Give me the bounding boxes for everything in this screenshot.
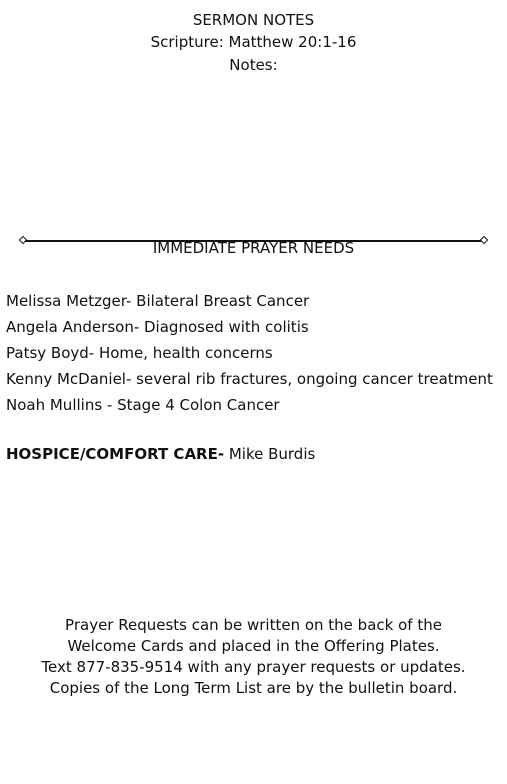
hospice-line	[6, 443, 315, 465]
footer-line: Copies of the Long Term List are by the bulletin board.	[49, 679, 458, 697]
prayer-item: Patsy Boyd- Home, health concerns	[6, 344, 273, 362]
prayer-needs-heading: IMMEDIATE PRAYER NEEDS	[152, 239, 355, 257]
hospice-label: HOSPICE/COMFORT CARE-	[6, 445, 225, 463]
footer-line: Text 877-835-9514 with any prayer requests or updates.	[41, 658, 466, 676]
prayer-item: Noah Mullins - Stage 4 Colon Cancer	[6, 396, 280, 414]
scripture-reference: Scripture: Matthew 20:1-16	[150, 33, 357, 51]
prayer-needs-list	[6, 288, 493, 418]
prayer-item: Kenny McDaniel- several rib fractures, ongoing cancer treatment	[6, 370, 493, 388]
sermon-notes-title: SERMON NOTES	[192, 11, 315, 29]
prayer-item: Melissa Metzger- Bilateral Breast Cancer	[6, 292, 310, 310]
prayer-request-info	[0, 615, 507, 699]
footer-line: Welcome Cards and placed in the Offering Plates.	[67, 637, 440, 655]
prayer-item: Angela Anderson- Diagnosed with colitis	[6, 318, 309, 336]
hospice-names: Mike Burdis	[224, 445, 316, 463]
notes-label: Notes:	[229, 56, 278, 74]
footer-line: Prayer Requests can be written on the back of the	[65, 616, 442, 634]
